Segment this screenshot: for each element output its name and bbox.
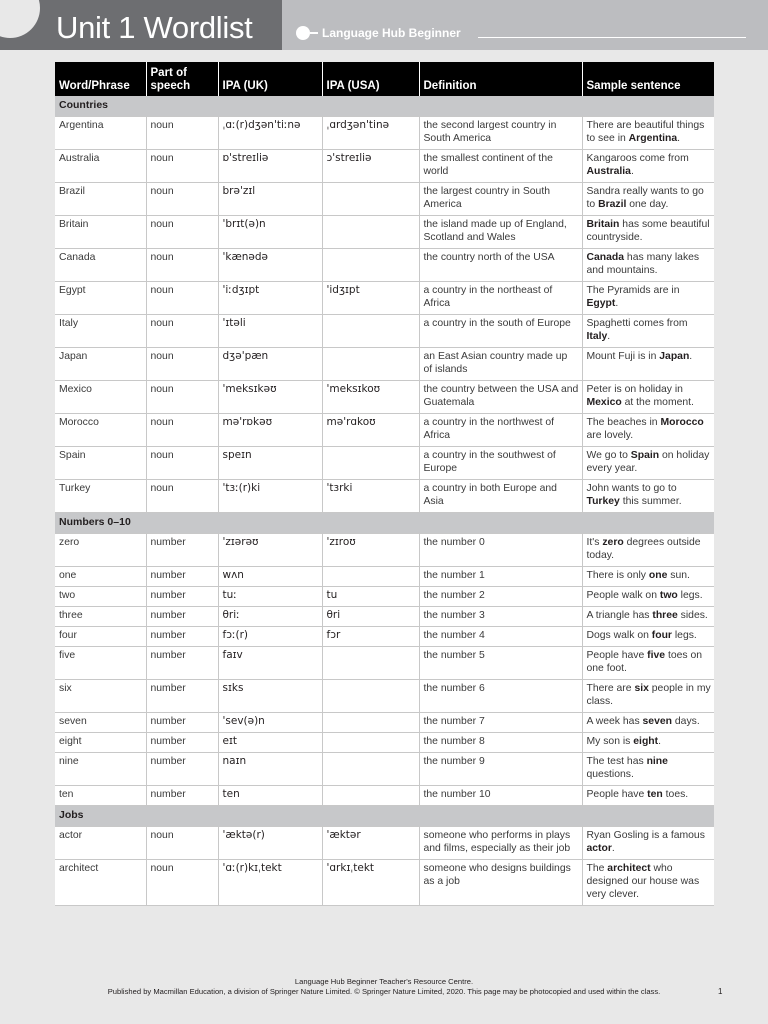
table-row (55, 753, 714, 786)
word-cell: seven (55, 713, 146, 733)
table-row (55, 567, 714, 587)
sample-text: There is only (586, 570, 649, 581)
definition-cell: the number 4 (419, 627, 582, 647)
sample-text: Mount Fuji is in (586, 351, 660, 362)
ipa-uk-cell: speɪn (218, 447, 322, 480)
pos-cell: number (146, 753, 218, 786)
header-definition: Definition (419, 62, 582, 96)
pos-cell: number (146, 587, 218, 607)
section-title: Jobs (55, 806, 714, 827)
sample-sentence-cell (582, 860, 714, 906)
definition-cell: the country between the USA and Guatemala (419, 381, 582, 414)
pos-cell: number (146, 627, 218, 647)
sample-sentence-cell (582, 315, 714, 348)
pos-cell: number (146, 534, 218, 567)
sample-keyword: Brazil (598, 199, 627, 210)
sample-sentence-cell (582, 414, 714, 447)
sample-text: John wants to go to (586, 483, 677, 494)
ipa-usa-cell: 'meksɪkoʊ (322, 381, 419, 414)
table-row (55, 150, 714, 183)
ipa-uk-cell: ɒ'streɪliə (218, 150, 322, 183)
sample-sentence-cell (582, 713, 714, 733)
table-row (55, 249, 714, 282)
sample-keyword: Canada (586, 252, 625, 263)
pos-cell: number (146, 607, 218, 627)
definition-cell: a country in the southwest of Europe (419, 447, 582, 480)
ipa-uk-cell: 'ɑː(r)kɪˌtekt (218, 860, 322, 906)
ipa-uk-cell: 'tɜː(r)ki (218, 480, 322, 513)
pos-cell: number (146, 733, 218, 753)
definition-cell: the smallest continent of the world (419, 150, 582, 183)
word-cell: eight (55, 733, 146, 753)
sample-text: The Pyramids are in (586, 285, 680, 296)
section-header-row (55, 806, 714, 827)
ipa-uk-cell: fɔː(r) (218, 627, 322, 647)
sample-text: questions. (586, 769, 634, 780)
definition-cell: the number 0 (419, 534, 582, 567)
ipa-uk-cell: 'kænədə (218, 249, 322, 282)
sample-keyword: zero (602, 537, 624, 548)
word-cell: Australia (55, 150, 146, 183)
sample-text: People have (586, 650, 648, 661)
table-row (55, 680, 714, 713)
word-cell: five (55, 647, 146, 680)
definition-cell: the number 8 (419, 733, 582, 753)
sample-text: We go to (586, 450, 631, 461)
sample-sentence-cell (582, 150, 714, 183)
section-title: Countries (55, 96, 714, 117)
table-row (55, 786, 714, 806)
ipa-usa-cell (322, 216, 419, 249)
table-body (55, 96, 714, 906)
footer-line-2: Published by Macmillan Education, a division of Springer Nature Limited. © Springer Nature Limited, 2020. This page may be photocopied and used within the class. (107, 987, 661, 996)
ipa-usa-cell (322, 249, 419, 282)
word-cell: Argentina (55, 117, 146, 150)
sample-sentence-cell (582, 587, 714, 607)
pos-cell: number (146, 713, 218, 733)
pos-cell: noun (146, 216, 218, 249)
ipa-uk-cell: θriː (218, 607, 322, 627)
sample-text: toes. (662, 789, 689, 800)
pos-cell: noun (146, 827, 218, 860)
sample-keyword: Britain (586, 219, 620, 230)
table-row (55, 315, 714, 348)
sample-text: this summer. (619, 496, 682, 507)
sample-text: My son is (586, 736, 634, 747)
ipa-usa-cell (322, 733, 419, 753)
definition-cell: a country in the northwest of Africa (419, 414, 582, 447)
sample-text: sides. (677, 610, 708, 621)
ipa-usa-cell (322, 183, 419, 216)
sample-text: The (586, 863, 608, 874)
ipa-uk-cell: dʒə'pæn (218, 348, 322, 381)
ipa-uk-cell: 'zɪərəʊ (218, 534, 322, 567)
sample-text: . (607, 331, 611, 342)
pos-cell: number (146, 647, 218, 680)
ipa-uk-cell: ˌɑː(r)dʒən'tiːnə (218, 117, 322, 150)
sample-keyword: Egypt (586, 298, 616, 309)
ipa-usa-cell: tu (322, 587, 419, 607)
sample-text: . (615, 298, 619, 309)
sample-keyword: Italy (586, 331, 608, 342)
word-cell: Turkey (55, 480, 146, 513)
ipa-uk-cell: sɪks (218, 680, 322, 713)
word-cell: Italy (55, 315, 146, 348)
sample-text: on holiday every year. (586, 450, 710, 474)
sample-sentence-cell (582, 480, 714, 513)
word-cell: architect (55, 860, 146, 906)
sample-text: A triangle has (586, 610, 653, 621)
sample-sentence-cell (582, 786, 714, 806)
sample-keyword: two (659, 590, 678, 601)
section-header-row (55, 513, 714, 534)
ipa-uk-cell: 'sev(ə)n (218, 713, 322, 733)
sample-text: . (689, 351, 693, 362)
sample-sentence-cell (582, 117, 714, 150)
table-row (55, 348, 714, 381)
table-row (55, 183, 714, 216)
sample-keyword: Mexico (586, 397, 622, 408)
sample-text: at the moment. (621, 397, 694, 408)
header-ipa-uk: IPA (UK) (218, 62, 322, 96)
table-row (55, 733, 714, 753)
ipa-uk-cell: 'meksɪkəʊ (218, 381, 322, 414)
ipa-usa-cell: mə'rɑkoʊ (322, 414, 419, 447)
pos-cell: number (146, 786, 218, 806)
definition-cell: the number 10 (419, 786, 582, 806)
word-cell: zero (55, 534, 146, 567)
footer-line-1: Language Hub Beginner Teacher's Resource Centre. (294, 977, 474, 986)
sample-keyword: Spain (630, 450, 660, 461)
definition-cell: the number 6 (419, 680, 582, 713)
header-ipa-usa: IPA (USA) (322, 62, 419, 96)
sample-text: days. (672, 716, 700, 727)
pos-cell: noun (146, 480, 218, 513)
ipa-uk-cell: wʌn (218, 567, 322, 587)
sample-sentence-cell (582, 183, 714, 216)
sample-text: There are beautiful things to see in (586, 120, 705, 144)
sample-sentence-cell (582, 249, 714, 282)
sample-text: Sandra really wants to go to (586, 186, 704, 210)
sample-sentence-cell (582, 447, 714, 480)
sample-text: A week has (586, 716, 643, 727)
sample-keyword: Japan (659, 351, 690, 362)
table-row (55, 860, 714, 906)
word-cell: four (55, 627, 146, 647)
sample-keyword: ten (647, 789, 663, 800)
ipa-usa-cell (322, 567, 419, 587)
sample-text: toes on one foot. (586, 650, 703, 674)
table-header-row (55, 62, 714, 96)
definition-cell: the country north of the USA (419, 249, 582, 282)
word-cell: Canada (55, 249, 146, 282)
sample-keyword: architect (607, 863, 651, 874)
ipa-usa-cell: fɔr (322, 627, 419, 647)
sample-text: People walk on (586, 590, 660, 601)
word-cell: nine (55, 753, 146, 786)
section-title: Numbers 0–10 (55, 513, 714, 534)
definition-cell: the number 5 (419, 647, 582, 680)
word-cell: one (55, 567, 146, 587)
sample-keyword: three (652, 610, 678, 621)
page-footer (0, 977, 768, 997)
pos-cell: noun (146, 183, 218, 216)
word-cell: Mexico (55, 381, 146, 414)
definition-cell: a country in the south of Europe (419, 315, 582, 348)
ipa-usa-cell (322, 315, 419, 348)
sample-sentence-cell (582, 216, 714, 249)
ipa-usa-cell: 'ɑrkɪˌtekt (322, 860, 419, 906)
sample-text: people in my class. (586, 683, 711, 707)
header-part-of-speech: Part of speech (146, 62, 218, 96)
header-rule (478, 37, 746, 38)
definition-cell: the island made up of England, Scotland and Wales (419, 216, 582, 249)
ipa-uk-cell: 'iːdʒɪpt (218, 282, 322, 315)
table-row (55, 447, 714, 480)
pos-cell: noun (146, 249, 218, 282)
header-sample-sentence: Sample sentence (582, 62, 714, 96)
table-row (55, 414, 714, 447)
pos-cell: noun (146, 381, 218, 414)
sample-keyword: eight (633, 736, 659, 747)
page-header (0, 0, 768, 50)
pos-cell: noun (146, 348, 218, 381)
sample-keyword: one (648, 570, 668, 581)
sample-text: It's (586, 537, 603, 548)
sample-text: degrees outside today. (586, 537, 701, 561)
pos-cell: noun (146, 117, 218, 150)
pos-cell: number (146, 680, 218, 713)
definition-cell: the largest country in South America (419, 183, 582, 216)
sample-keyword: Argentina (628, 133, 678, 144)
pos-cell: noun (146, 860, 218, 906)
ipa-usa-cell (322, 713, 419, 733)
pos-cell: noun (146, 150, 218, 183)
ipa-uk-cell: 'brɪt(ə)n (218, 216, 322, 249)
sample-keyword: seven (642, 716, 672, 727)
ipa-uk-cell: naɪn (218, 753, 322, 786)
table-row (55, 627, 714, 647)
sample-text: legs. (677, 590, 703, 601)
word-cell: three (55, 607, 146, 627)
page-number: 1 (718, 987, 723, 996)
definition-cell: an East Asian country made up of islands (419, 348, 582, 381)
sample-text: legs. (671, 630, 697, 641)
sample-text: one day. (626, 199, 669, 210)
definition-cell: the number 3 (419, 607, 582, 627)
word-cell: Brazil (55, 183, 146, 216)
sample-text: sun. (667, 570, 690, 581)
ipa-uk-cell: 'æktə(r) (218, 827, 322, 860)
sample-sentence-cell (582, 282, 714, 315)
table-row (55, 607, 714, 627)
word-cell: Egypt (55, 282, 146, 315)
ipa-usa-cell: ɔ'streɪliə (322, 150, 419, 183)
pos-cell: number (146, 567, 218, 587)
word-cell: Britain (55, 216, 146, 249)
sample-keyword: Australia (586, 166, 631, 177)
table-row (55, 216, 714, 249)
brand-text: Language Hub Beginner (322, 26, 461, 40)
pos-cell: noun (146, 447, 218, 480)
sample-sentence-cell (582, 827, 714, 860)
table-row (55, 827, 714, 860)
definition-cell: the number 1 (419, 567, 582, 587)
ipa-usa-cell: 'æktər (322, 827, 419, 860)
ipa-usa-cell (322, 680, 419, 713)
sample-keyword: Turkey (586, 496, 620, 507)
ipa-usa-cell (322, 753, 419, 786)
word-cell: ten (55, 786, 146, 806)
ipa-usa-cell (322, 786, 419, 806)
sample-text: Dogs walk on (586, 630, 652, 641)
sample-sentence-cell (582, 680, 714, 713)
word-cell: two (55, 587, 146, 607)
ipa-usa-cell (322, 348, 419, 381)
sample-text: Kangaroos come from (586, 153, 689, 164)
ipa-usa-cell: 'idʒɪpt (322, 282, 419, 315)
table-row (55, 534, 714, 567)
sample-text: Peter is on holiday in (586, 384, 683, 395)
definition-cell: the number 9 (419, 753, 582, 786)
page-title: Unit 1 Wordlist (56, 10, 253, 45)
brand-line-icon (310, 32, 318, 34)
sample-text: . (658, 736, 661, 747)
brand-label (296, 26, 461, 40)
sample-keyword: actor (586, 843, 612, 854)
sample-sentence-cell (582, 348, 714, 381)
table-row (55, 282, 714, 315)
sample-sentence-cell (582, 647, 714, 680)
sample-sentence-cell (582, 567, 714, 587)
ipa-uk-cell: eɪt (218, 733, 322, 753)
sample-text: . (630, 166, 634, 177)
sample-keyword: four (651, 630, 672, 641)
sample-text: has some beautiful countryside. (586, 219, 710, 243)
sample-text: Ryan Gosling is a famous (586, 830, 705, 841)
word-cell: Japan (55, 348, 146, 381)
definition-cell: someone who performs in plays and films, especially as their job (419, 827, 582, 860)
ipa-uk-cell: tuː (218, 587, 322, 607)
sample-text: Spaghetti comes from (586, 318, 688, 329)
ipa-usa-cell: 'tɜrki (322, 480, 419, 513)
header-brand-band (282, 0, 768, 50)
table-row (55, 713, 714, 733)
definition-cell: a country in both Europe and Asia (419, 480, 582, 513)
sample-sentence-cell (582, 733, 714, 753)
sample-text: has many lakes and mountains. (586, 252, 700, 276)
definition-cell: the second largest country in South America (419, 117, 582, 150)
sample-keyword: Morocco (660, 417, 704, 428)
sample-sentence-cell (582, 627, 714, 647)
sample-sentence-cell (582, 381, 714, 414)
pos-cell: noun (146, 315, 218, 348)
table-row (55, 381, 714, 414)
table-row (55, 117, 714, 150)
ipa-uk-cell: 'ɪtəli (218, 315, 322, 348)
sample-keyword: six (634, 683, 649, 694)
definition-cell: a country in the northeast of Africa (419, 282, 582, 315)
sample-keyword: five (647, 650, 666, 661)
definition-cell: the number 2 (419, 587, 582, 607)
ipa-usa-cell: 'zɪroʊ (322, 534, 419, 567)
header-word-phrase: Word/Phrase (55, 62, 146, 96)
sample-text: . (677, 133, 681, 144)
ipa-usa-cell (322, 647, 419, 680)
ipa-uk-cell: faɪv (218, 647, 322, 680)
word-cell: Spain (55, 447, 146, 480)
word-cell: Morocco (55, 414, 146, 447)
word-cell: actor (55, 827, 146, 860)
sample-text: . (611, 843, 615, 854)
sample-sentence-cell (582, 534, 714, 567)
word-cell: six (55, 680, 146, 713)
sample-text: People have (586, 789, 648, 800)
pos-cell: noun (146, 414, 218, 447)
sample-sentence-cell (582, 753, 714, 786)
definition-cell: someone who designs buildings as a job (419, 860, 582, 906)
table-row (55, 587, 714, 607)
section-header-row (55, 96, 714, 117)
pos-cell: noun (146, 282, 218, 315)
sample-text: who designed our house was very clever. (586, 863, 700, 900)
brand-dot-icon (296, 26, 310, 40)
ipa-uk-cell: brə'zɪl (218, 183, 322, 216)
definition-cell: the number 7 (419, 713, 582, 733)
ipa-uk-cell: mə'rɒkəʊ (218, 414, 322, 447)
sample-sentence-cell (582, 607, 714, 627)
sample-text: There are (586, 683, 635, 694)
ipa-usa-cell (322, 447, 419, 480)
sample-text: The test has (586, 756, 647, 767)
ipa-uk-cell: ten (218, 786, 322, 806)
sample-text: The beaches in (586, 417, 661, 428)
sample-keyword: nine (646, 756, 668, 767)
table-row (55, 480, 714, 513)
wordlist-table (55, 62, 714, 906)
ipa-usa-cell: ˌɑrdʒən'tinə (322, 117, 419, 150)
table-row (55, 647, 714, 680)
ipa-usa-cell: θri (322, 607, 419, 627)
sample-text: are lovely. (586, 430, 634, 441)
